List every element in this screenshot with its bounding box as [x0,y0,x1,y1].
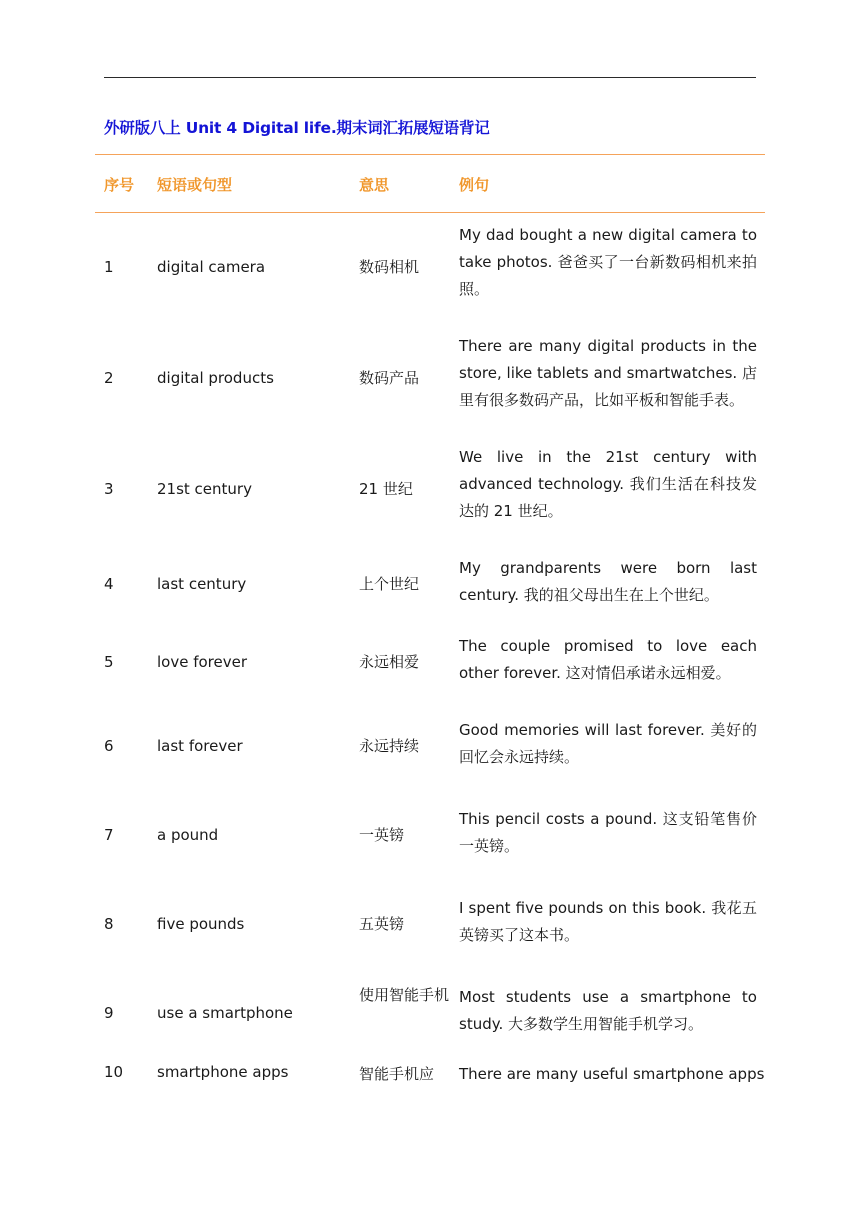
header-phrase: 短语或句型 [157,176,233,194]
row-phrase: love forever [157,653,248,671]
header-meaning: 意思 [359,176,390,194]
table-row [95,624,765,708]
row-example: Most students use a smartphone to study. 大多数学生用智能手机学习。 [459,988,757,1033]
vocab-table [95,154,765,1109]
row-example: There are many useful smartphone apps [459,1065,765,1083]
row-meaning: 使用智能手机 [359,986,450,1004]
row-example: Good memories will last forever. 美好的回忆会永远持续。 [459,721,757,766]
row-meaning: 一英镑 [359,826,405,844]
row-phrase: last forever [157,737,243,755]
row-phrase: a pound [157,826,219,844]
row-meaning: 永远持续 [359,737,420,755]
row-example: We live in the 21st century with advanced technology. 我们生活在科技发达的 21 世纪。 [459,448,757,520]
row-meaning: 上个世纪 [359,575,420,593]
row-meaning: 智能手机应 [359,1065,435,1083]
table-row [95,435,765,546]
row-num: 3 [104,480,114,498]
table-row [95,324,765,435]
row-example: My dad bought a new digital camera to take photos. 爸爸买了一台新数码相机来拍照。 [459,226,757,298]
table-row [95,708,765,797]
row-num: 10 [104,1063,124,1081]
row-phrase: smartphone apps [157,1063,289,1081]
table-header-row [95,155,765,212]
row-num: 6 [104,737,114,755]
row-num: 5 [104,653,114,671]
header-example: 例句 [459,176,490,194]
row-phrase: five pounds [157,915,245,933]
document-title: 外研版八上 Unit 4 Digital life.期末词汇拓展短语背记 [104,119,490,137]
row-phrase: last century [157,575,247,593]
row-phrase: 21st century [157,480,252,498]
header-rule [104,77,756,78]
table-row [95,886,765,975]
row-num: 1 [104,258,114,276]
row-example: The couple promised to love each other forever. 这对情侣承诺永远相爱。 [459,637,757,682]
row-num: 2 [104,369,114,387]
row-meaning: 21 世纪 [359,480,413,498]
row-num: 9 [104,1004,114,1022]
row-meaning: 数码产品 [359,369,420,387]
table-row [95,797,765,886]
row-phrase: digital products [157,369,274,387]
table-row [95,213,765,324]
table-row [95,975,765,1059]
row-example: There are many digital products in the store, like tablets and smartwatches. 店里有很多数码产品，比如平板和智能手表。 [459,337,757,409]
row-example: I spent five pounds on this book. 我花五英镑买了这本书。 [459,899,757,944]
header-num: 序号 [104,176,135,194]
row-phrase: digital camera [157,258,266,276]
table-row [95,1059,765,1109]
row-num: 4 [104,575,114,593]
row-num: 8 [104,915,114,933]
row-meaning: 永远相爱 [359,653,420,671]
row-phrase: use a smartphone [157,1004,293,1022]
row-meaning: 数码相机 [359,258,420,276]
row-meaning: 五英镑 [359,915,405,933]
table-row [95,546,765,624]
row-example: My grandparents were born last century. 我的祖父母出生在上个世纪。 [459,559,757,604]
row-num: 7 [104,826,114,844]
row-example: This pencil costs a pound. 这支铅笔售价一英镑。 [459,810,757,855]
